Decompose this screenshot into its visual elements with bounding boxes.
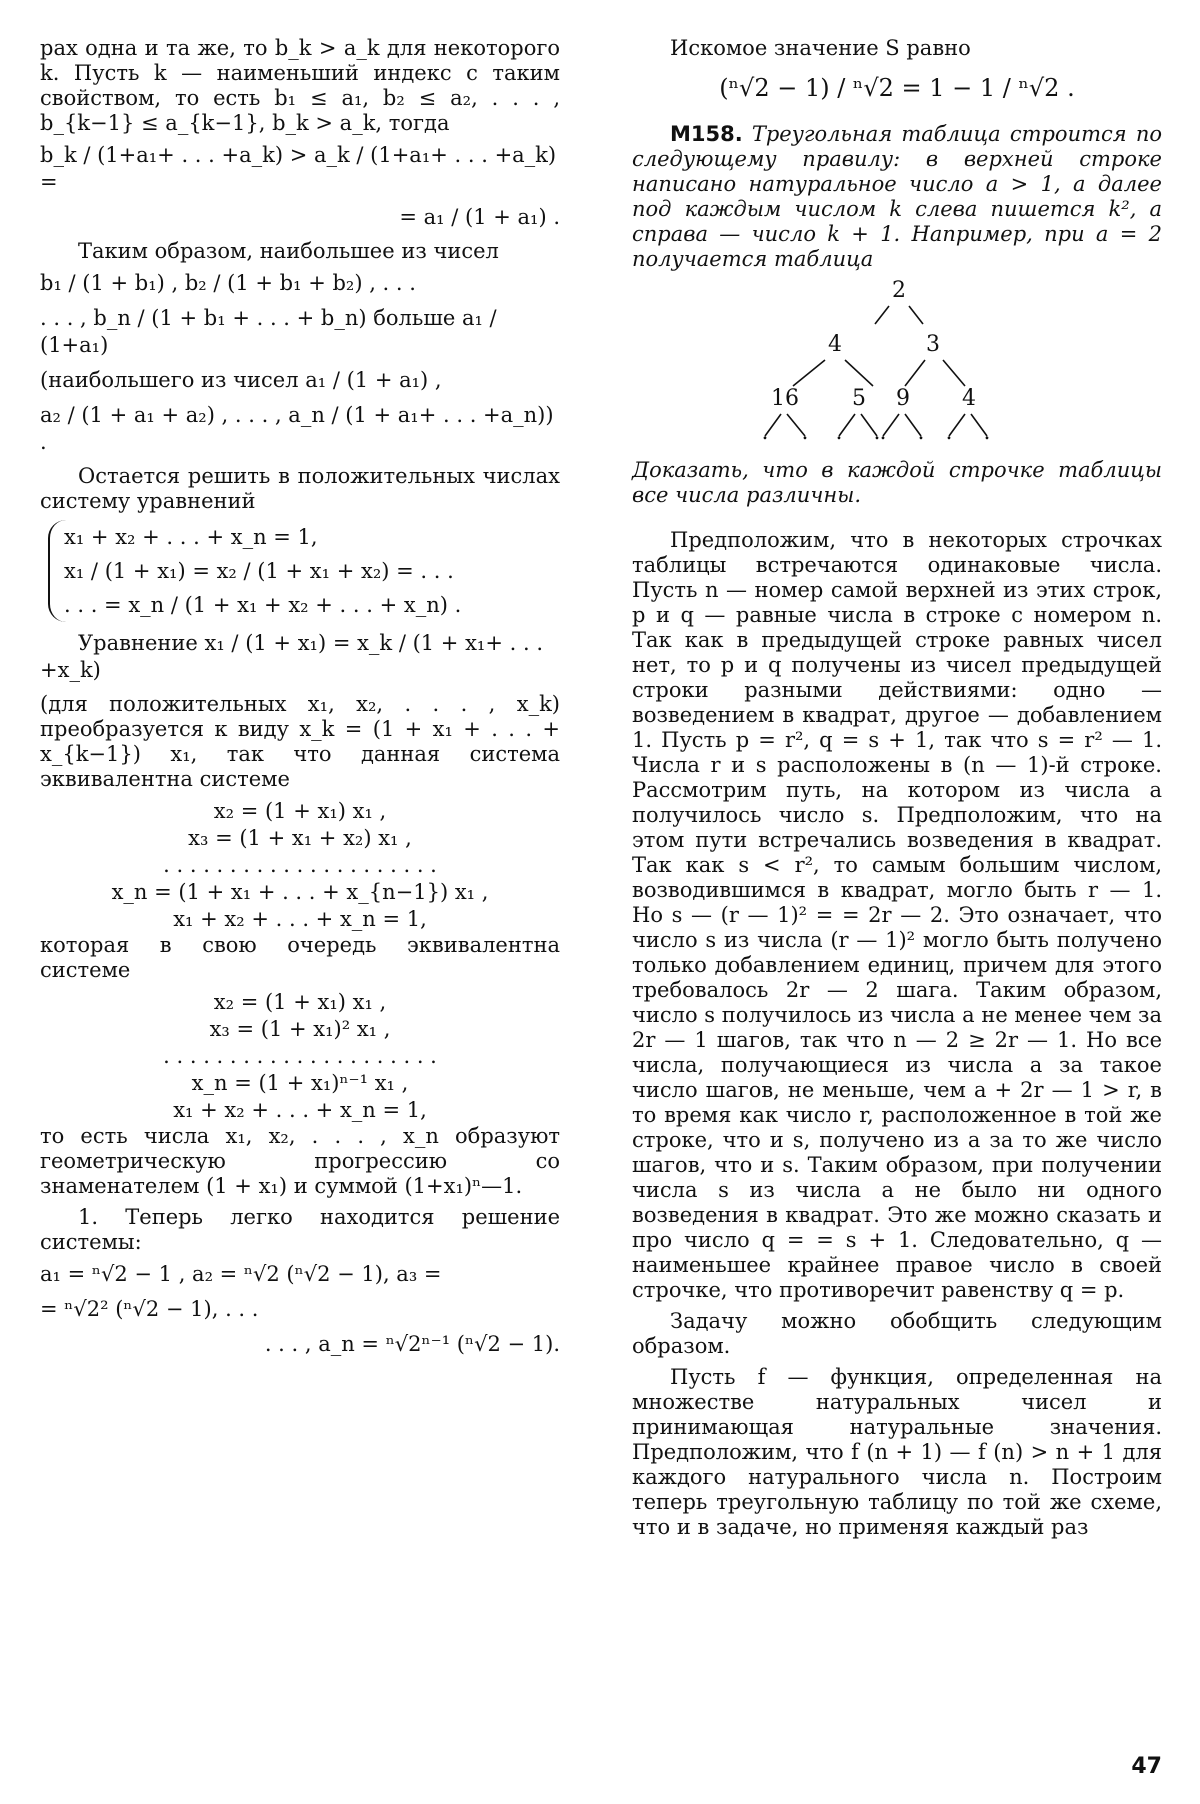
tree-dot: . — [873, 420, 881, 445]
system-line: x_n = (1 + x₁)ⁿ⁻¹ x₁ , — [191, 1071, 409, 1095]
sequence-line: b₁ / (1 + b₁) , b₂ / (1 + b₁ + b₂) , . . . — [40, 271, 416, 295]
tree-edge — [875, 306, 889, 324]
system-line: x₂ = (1 + x₁) x₁ , — [213, 799, 387, 823]
system-line: x₁ + x₂ + . . . + x_n = 1, — [173, 1098, 427, 1122]
paragraph: рах одна и та же, то b_k > a_k для некоторого k. Пусть k — наименьший индекс с таким свойством, то есть b₁ ≤ a₁, b₂ ≤ a₂, . . . , b_{k−1} ≤ a_{k−1}, b_k > a_k, тогда — [40, 36, 560, 135]
solution-line: = ⁿ√2² (ⁿ√2 − 1), . . . — [40, 1297, 259, 1321]
tree-edge — [909, 306, 923, 324]
system-line: . . . . . . . . . . . . . . . . . . . . . — [163, 1044, 437, 1068]
system-line: x₁ + x₂ + . . . + x_n = 1, — [173, 907, 427, 931]
right-column — [632, 36, 1162, 1546]
paragraph: то есть числа x₁, x₂, . . . , x_n образуют геометрическую прогрессию со знаменателем (1 + x₁) и суммой (1+x₁)ⁿ—1. — [40, 1124, 560, 1198]
tree-node: 2 — [892, 278, 906, 303]
sequence-line: (наибольшего из чисел a₁ / (1 + a₁) , — [40, 368, 442, 392]
system-line: . . . = x_n / (1 + x₁ + x₂ + . . . + x_n) . — [64, 593, 462, 617]
formula: (ⁿ√2 − 1) / ⁿ√2 = 1 − 1 / ⁿ√2 . — [719, 74, 1075, 102]
prove-statement: Доказать, что в каждой строчке таблицы все числа различны. — [632, 458, 1162, 507]
system-line: . . . . . . . . . . . . . . . . . . . . . — [163, 853, 437, 877]
page-number: 47 — [1131, 1754, 1162, 1779]
paragraph: 1. Теперь легко находится решение системы: — [40, 1205, 560, 1254]
equation — [40, 630, 560, 684]
tree-dot: . — [835, 420, 843, 445]
equation-system — [48, 520, 560, 622]
tree-node: 5 — [852, 386, 866, 411]
tree-dot: . — [917, 420, 925, 445]
paragraph: Задачу можно обобщить следующим образом. — [632, 1309, 1162, 1358]
system-line: x₃ = (1 + x₁)² x₁ , — [209, 1017, 391, 1041]
problem-statement — [632, 122, 1162, 272]
tree-dot: . — [945, 420, 953, 445]
system-line: x₃ = (1 + x₁ + x₂) x₁ , — [188, 826, 412, 850]
equation-system-2 — [40, 798, 560, 933]
tree-edge — [845, 360, 873, 386]
left-column — [40, 36, 560, 1366]
paragraph: Таким образом, наибольшее из чисел — [78, 239, 499, 263]
number-tree — [717, 278, 1077, 448]
problem-label: М158. — [670, 122, 743, 146]
paragraph: которая в свою очередь эквивалентна системе — [40, 933, 560, 982]
tree-dot: . — [879, 420, 887, 445]
inequality-result: = a₁ / (1 + a₁) . — [399, 205, 560, 229]
tree-node: 16 — [771, 386, 799, 411]
tree-edge — [905, 360, 925, 386]
paragraph: Предположим, что в некоторых строчках таблицы встречаются одинаковые числа. Пусть n — номер самой верхней из этих строк, p и q — равные числа в строке с номером n. Так как в предыдущей строке равных чисел нет, то p и q получены из чисел предыдущей строки разными действиями: одно — возведением в квадрат, другое — добавлением 1. Пусть p = r², q = s + 1, так что s = r² — 1. Числа r и s расположены в (n — 1)-й строке. Рассмотрим путь, на котором из числа a получилось число s. Предположим, что на этом пути встречались возведения в квадрат. Так как s < r², то самым большим числом, возводившимся в квадрат, могло быть r — 1. Но s — (r — 1)² = = 2r — 2. Это означает, что число s из числа (r — 1)² могло быть получено только добавлением единиц, причем для этого требовалось 2r — 2 шага. Таким образом, число s получилось из числа a не менее чем за 2r — 1 шагов, так что n — 2 ≥ 2r — 1. Но все числа, получающиеся из числа a за такое число шагов, не меньше, чем a + 2r — 1 > r, в то время как число r, расположенное в той же строке, что и s, получено из a за то же число шагов, что и s. Таким образом, при получении числа s из числа a не было ни одного возведения в квадрат. Это же можно сказать и про число q = = s + 1. Следовательно, q — наименьшее крайнее правое число в своей строчке, что противоречит равенству q = p. — [632, 528, 1163, 1302]
equation-system-3 — [40, 989, 560, 1124]
tree-node: 9 — [896, 386, 910, 411]
tree-node: 4 — [828, 332, 842, 357]
solution-line: . . . , a_n = ⁿ√2ⁿ⁻¹ (ⁿ√2 − 1). — [264, 1332, 560, 1356]
sequence-line: . . . , b_n / (1 + b₁ + . . . + b_n) больше a₁ / (1+a₁) — [40, 306, 497, 357]
system-line: x_n = (1 + x₁ + . . . + x_{n−1}) x₁ , — [111, 880, 489, 904]
tree-dot: . — [983, 420, 991, 445]
system-line: x₁ + x₂ + . . . + x_n = 1, — [64, 525, 318, 549]
system-line: x₂ = (1 + x₁) x₁ , — [213, 990, 387, 1014]
equation-body: x₁ / (1 + x₁) = x_k / (1 + x₁+ . . . +x_k) — [40, 631, 543, 682]
equation-label: Уравнение — [78, 631, 198, 655]
solution-line: a₁ = ⁿ√2 − 1 , a₂ = ⁿ√2 (ⁿ√2 − 1), a₃ = — [40, 1262, 442, 1286]
system-line: x₁ / (1 + x₁) = x₂ / (1 + x₁ + x₂) = . . . — [64, 559, 454, 583]
tree-node: 3 — [926, 332, 940, 357]
problem-text: Треугольная таблица строится по следующему правилу: в верхней строке написано натуральное число a > 1, а далее под каждым числом k слева пишется k², а справа — число k + 1. Например, при a = 2 получается таблица — [632, 122, 1162, 271]
inequality: b_k / (1+a₁+ . . . +a_k) > a_k / (1+a₁+ . . . +a_k) = — [40, 143, 557, 194]
paragraph: (для положительных x₁, x₂, . . . , x_k) преобразуется к виду x_k = (1 + x₁ + . . . + x_{k−1}) x₁, так что данная система эквивалентна системе — [40, 692, 560, 791]
sequence-line: a₂ / (1 + a₁ + a₂) , . . . , a_n / (1 + a₁+ . . . +a_n)) . — [40, 403, 554, 454]
paragraph: Остается решить в положительных числах систему уравнений — [40, 464, 560, 513]
tree-node: 4 — [962, 386, 976, 411]
paragraph: Пусть f — функция, определенная на множестве натуральных чисел и принимающая натуральные значения. Предположим, что f (n + 1) — f (n) > n + 1 для каждого натурального числа n. Построим теперь треугольную таблицу по той же схеме, что и в задаче, но применяя каждый раз — [632, 1365, 1162, 1539]
tree-dot: . — [801, 420, 809, 445]
tree-dot: . — [761, 420, 769, 445]
tree-edge — [793, 360, 825, 386]
paragraph: Искомое значение S равно — [670, 36, 971, 60]
tree-edge — [943, 360, 965, 386]
